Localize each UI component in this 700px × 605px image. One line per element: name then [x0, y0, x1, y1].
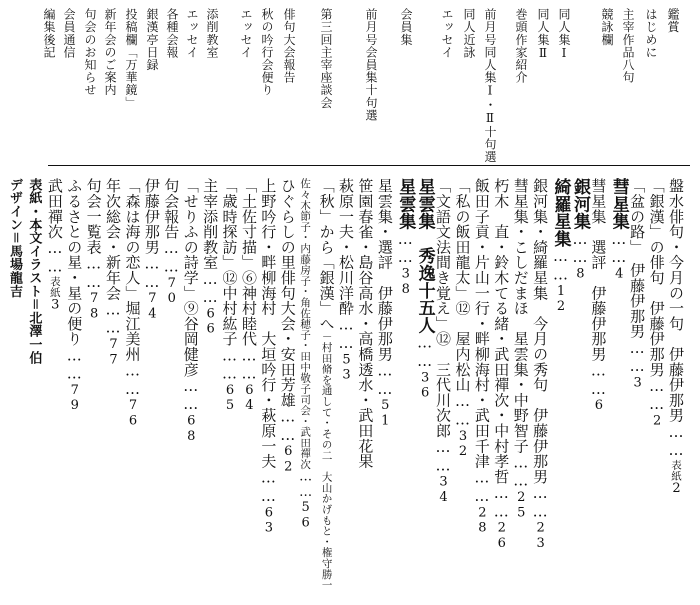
toc-entry[interactable]: 朽木 直・鈴木てる緒・武田禪次・中村孝哲……26 [492, 178, 511, 552]
toc-entry[interactable]: 上野吟行・畔柳海村 大垣吟行・萩原一夫……63 [259, 178, 278, 536]
toc-entry[interactable]: 「土佐寸描」⑥神村睦代……64 [239, 178, 258, 414]
toc-entry[interactable]: 彗星集・こしだまほ 星雲集・中野智子……25 [511, 178, 530, 521]
header-dojin1: 同人集Ⅰ [557, 8, 571, 61]
toc-entry[interactable]: 「秋」から「銀漢」へ－村田脩を通して・その二 大山かげもと・権守勝一 [317, 178, 336, 591]
header-haiku-taikai: 俳句大会報告 [282, 8, 296, 84]
toc-entry[interactable]: 「森は海の恋人」堀江美州……76 [123, 178, 142, 429]
toc-entry[interactable]: 星雲集・選評 伊藤伊那男……51 [375, 178, 394, 429]
toc-entry[interactable]: 銀河集……8 [569, 178, 590, 282]
header-kaiin: 会員集 [399, 8, 413, 46]
header-aki-ginko: 秋の吟行会便り [260, 8, 274, 97]
toc-entry[interactable]: 盤水俳句・今月の一句 伊藤伊那男……表紙2 [667, 178, 685, 497]
toc-entry[interactable]: 銀河集・綺羅星集 今月の秀句 伊藤伊那男……23 [531, 178, 550, 552]
header-ginkantei: 銀漢亭日録 [145, 8, 159, 71]
toc-entry[interactable]: 萩原一夫・松川洋酔……53 [337, 178, 355, 383]
header-shinnenkai: 新年会のご案内 [103, 8, 117, 97]
toc-entry[interactable]: ふるさとの星・星の便り……79 [65, 178, 84, 414]
toc-entry[interactable]: 「盆の路」 伊藤伊那男……3 [628, 178, 647, 391]
header-zadankai: 第三回主宰座談会 [319, 8, 333, 109]
header-kaiin-tsushin: 会員通信 [62, 8, 76, 59]
toc-entry[interactable]: 「文語文法間き覚え」⑫ 三代川次郎……34 [434, 178, 453, 506]
toc-entry[interactable]: 「私の飯田龍太」⑫ 屋内松山……32 [453, 178, 472, 460]
toc-entry[interactable]: 星雲集 秀逸十五人……36 [414, 178, 435, 401]
toc-entry[interactable]: 「歳時探訪」⑫中村紘子……65 [220, 178, 239, 414]
credit-cover-illustration: 表紙・本文イラスト＝北澤一伯 [26, 178, 42, 365]
header-kukai: 句会のお知らせ [83, 8, 97, 97]
toc-entry[interactable]: 飯田子貢・片山一行・畔柳海村・武田千津……28 [472, 178, 491, 536]
header-tensaku: 添削教室 [205, 8, 219, 59]
header-hajimeni: はじめに [644, 8, 658, 59]
header-henshu: 編集後記 [42, 8, 56, 59]
header-essay-2: エッセイ [239, 8, 253, 59]
toc-entry[interactable]: 武田禪次……表紙3 [45, 178, 64, 313]
toc-entry[interactable]: 彗星集 選評 伊藤伊那男……6 [589, 178, 608, 414]
credit-design: デザイン＝馬場龍吉 [7, 178, 22, 298]
header-shusai: 主宰作品八句 [621, 8, 635, 84]
toc-entry[interactable]: 句会一覧表……78 [84, 178, 103, 322]
header-kansho: 鑑賞 [666, 8, 680, 34]
header-toko: 投稿欄「万華鏡」 [124, 8, 138, 109]
header-essay-3: エッセイ [185, 8, 199, 59]
header-kantou: 巻頭作家紹介 [514, 8, 528, 84]
toc-entry[interactable]: 句会報告……70 [162, 178, 181, 307]
toc-entry[interactable]: 綺羅星集……12 [550, 178, 571, 315]
divider-rule [48, 165, 690, 166]
toc-entry[interactable]: 彗星集……4 [608, 178, 629, 282]
toc-entry[interactable]: 年次総会・新年会……77 [104, 178, 123, 368]
header-kakukai: 各種会報 [165, 8, 179, 59]
header-zengetsu-dojin: 前月号同人集Ⅰ・Ⅱ十句選 [483, 8, 497, 164]
header-essay-1: エッセイ [440, 8, 454, 59]
toc-entry[interactable]: 主宰添削教室……66 [201, 178, 220, 338]
toc-entry[interactable]: 「せりふの詩学」⑨谷岡健彦……68 [181, 178, 200, 445]
header-zengetsu-kaiin: 前月号会員集十句選 [364, 8, 378, 122]
toc-entry[interactable]: 佐々木節子・内藤房子・角佐穂子・田中敬子司会・武田禪次……56 [298, 178, 314, 531]
header-kyoei: 競詠欄 [600, 8, 614, 46]
header-dojin-kinei: 同人近詠 [462, 8, 476, 59]
toc-entry[interactable]: 笹園春雀・島谷高水・高橋透水・武田花果 [356, 178, 375, 469]
toc-entry[interactable]: 「銀漢」の俳句 伊藤伊那男……2 [647, 178, 666, 429]
header-dojin2: 同人集Ⅱ [536, 8, 550, 61]
toc-entry[interactable]: 伊藤伊那男……74 [142, 178, 161, 322]
toc-entry[interactable]: 星雲集……38 [395, 178, 416, 298]
toc-entry[interactable]: ひぐらしの里俳句大会・安田芳雄……62 [278, 178, 297, 475]
